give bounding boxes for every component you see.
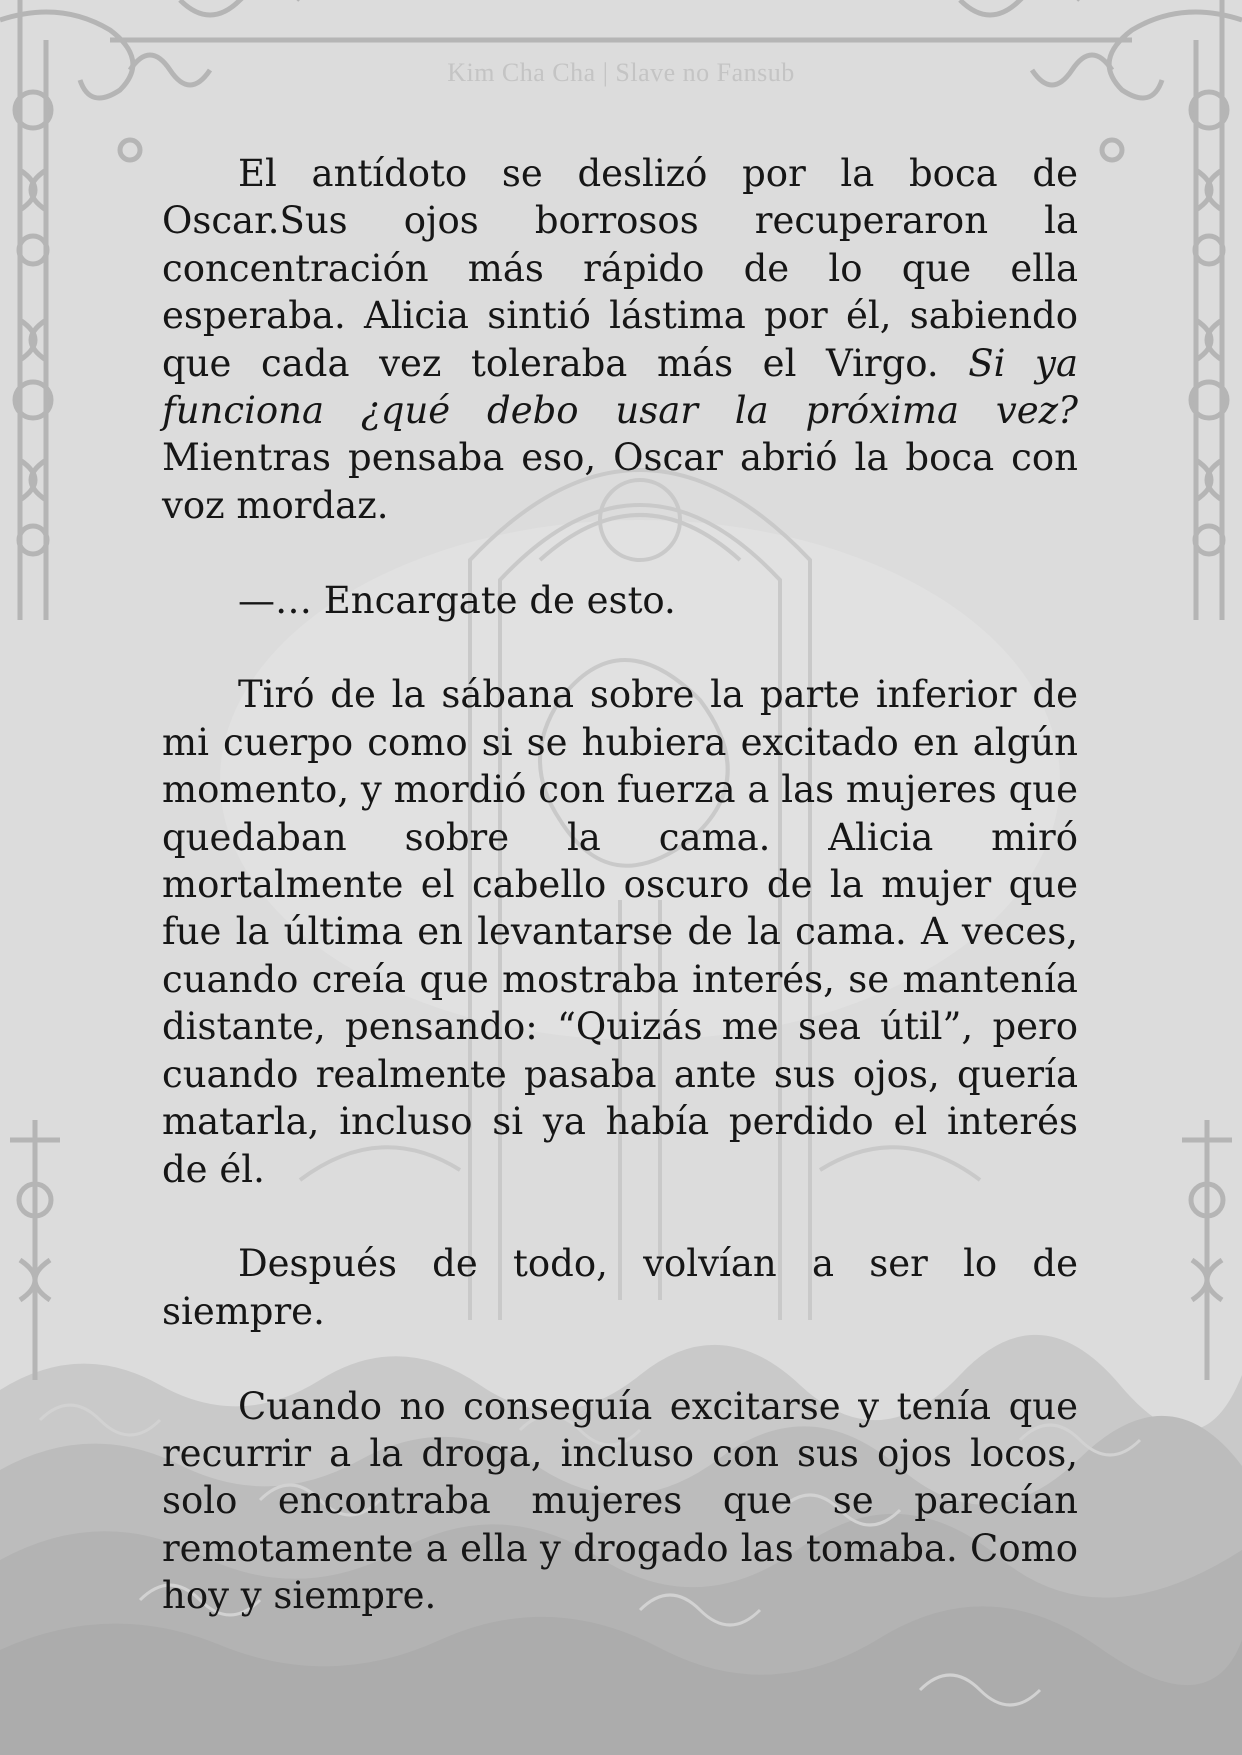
paragraph-1-italic-thought: Si ya funciona ¿qué debo usar la próxima vez? (162, 341, 1078, 433)
paragraph-4: Después de todo, volvían a ser lo de siempre. (162, 1242, 1078, 1333)
paragraph-3: Tiró de la sábana sobre la parte inferior de mi cuerpo como si se hubiera excitado en algún momento, y mordió con fuerza a las mujeres que quedaban sobre la cama. Alicia miró mortalmente el cabello oscuro de la mujer que fue la última en levantarse de la cama. A veces, cuando creía que mostraba interés, se mantenía distante, pensando: “Quizás me sea útil”, pero cuando realmente pasaba ante sus ojos, quería matarla, incluso si ya había perdido el interés de él. (162, 673, 1078, 1191)
page-header: Kim Cha Cha | Slave no Fansub (447, 58, 795, 87)
left-border-ornament (10, 0, 60, 1380)
paragraph-1-text-end: Mientras pensaba eso, Oscar abrió la boca con voz mordaz. (162, 436, 1078, 527)
paragraph-1 (162, 150, 1078, 529)
paragraph-1-text: El antídoto se deslizó por la boca de Oscar.Sus ojos borrosos recuperaron la concentración más rápido de lo que ella esperaba. Alicia sintió lástima por él, sabiendo que cada vez toleraba más el Virgo. (162, 152, 1078, 385)
paragraph-5: Cuando no conseguía excitarse y tenía que recurrir a la droga, incluso con sus ojos locos, solo encontraba mujeres que se parecían remotamente a ella y drogado las tomaba. Como hoy y siempre. (162, 1384, 1078, 1618)
paragraph-2-dialogue: —… Encargate de esto. (238, 578, 676, 622)
right-border-ornament (1182, 0, 1232, 1380)
document-body (162, 150, 1078, 1620)
